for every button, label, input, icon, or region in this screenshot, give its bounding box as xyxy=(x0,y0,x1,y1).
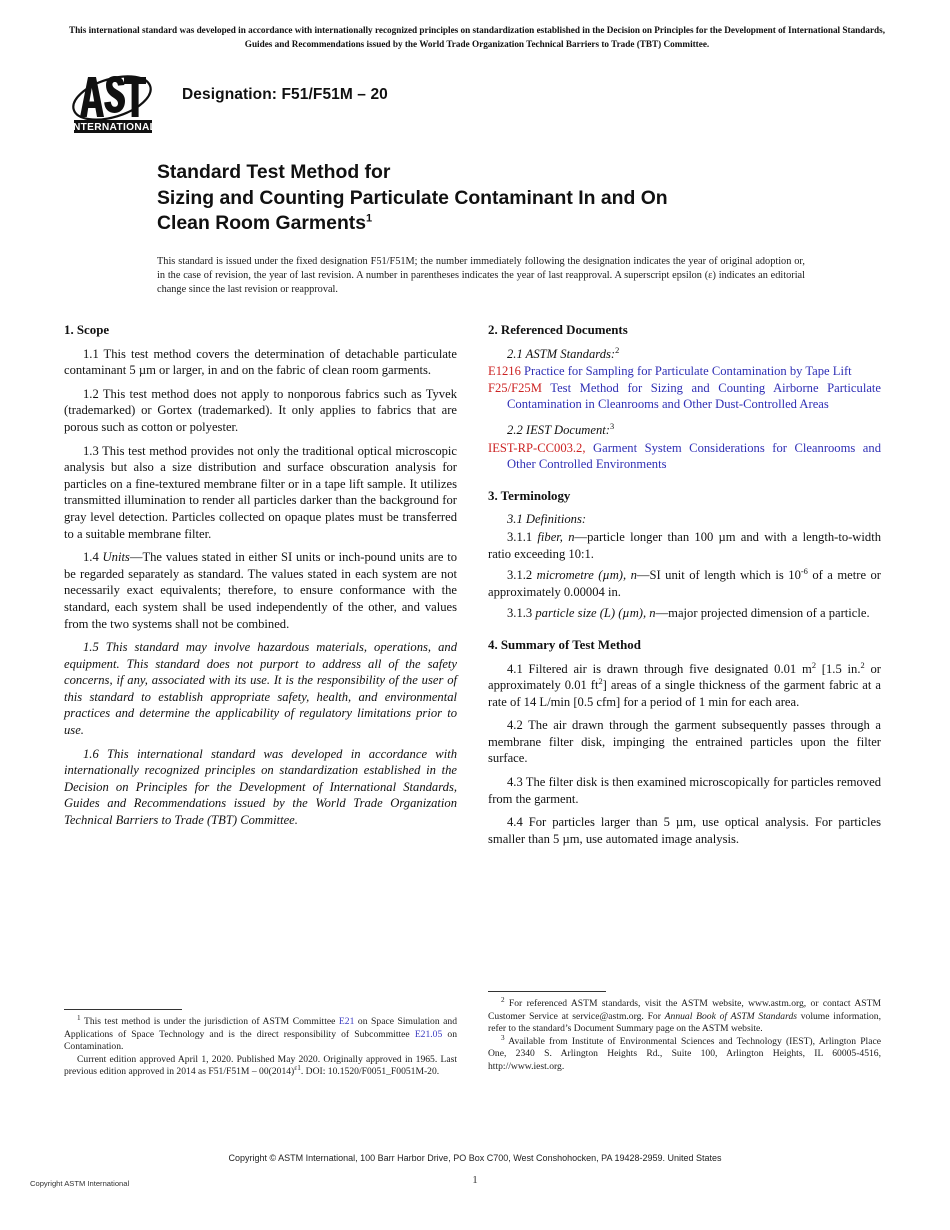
reference-title: Garment System Considerations for Cleanrooms and Other Controlled Environments xyxy=(507,440,881,472)
section-heading-terminology: 3. Terminology xyxy=(488,488,571,503)
title-footnote-marker: 1 xyxy=(366,212,373,225)
para-1-2: 1.2 This test method does not apply to nonporous fabrics such as Tyvek (trademarked) or Gortex (trademarked). It only applies to fabrics that are porous such as cotton or polyester. xyxy=(64,386,457,434)
footnote-2: $^2$ For referenced ASTM standards, visit the ASTM website, www.astm.org, or contact ASTM Customer Service at service@astm.org. For Annual Book of ASTM Standards volume information, refer to the standard’s Document Summary page on the ASTM website. xyxy=(488,995,881,1035)
issued-under-note: This standard is issued under the fixed designation F51/F51M; the number immediately following the designation indicates the year of original adoption or, in the case of revision, the year of last revision. A number in parentheses indicates the year of last reapproval. A superscript epsilon (ε) indicates an editorial change since the last revision or reapproval. xyxy=(157,256,805,296)
para-1-5: 1.5 This standard may involve hazardous materials, operations, and equipment. This standard does not purport to address all of the safety concerns, if any, associated with its use. It is the responsibility of the user of this standard to establish appropriate safety, health, and environmental practices and determine the applicability of regulatory limitations prior to use. xyxy=(64,640,457,738)
para-4-2: 4.2 The air drawn through the garment subsequently passes through a membrane filter disk, impinging the entrained particles upon the filter surface. xyxy=(488,718,881,766)
para-3-1-3: 3.1.3 particle size (L) (µm), n—major projected dimension of a particle. xyxy=(507,606,870,621)
logo-subtext: INTERNATIONAL xyxy=(70,122,156,134)
title-line-2: Sizing and Counting Particulate Contaminant In and On xyxy=(157,186,668,209)
footnote-current-edition: Current edition approved April 1, 2020. Published May 2020. Originally approved in 1965. Last previous edition approved in 2014 as $F51/F51M - 00(2014)^{\varepsilon 1}$. DOI: 10.1520/F0051_F0051M-20. xyxy=(64,1053,457,1078)
reference-link-iest-rp-cc003[interactable] xyxy=(488,440,881,473)
para-1-4: 1.4 Units—The values stated in either SI units or inch-pound units are to be regarded separately as standard. The values stated in each system are not necessarily exact equivalents; therefore, to ensure conformance with the standard, each system shall be used independently of the other, and values from the two systems shall not be combined. xyxy=(64,550,457,631)
section-heading-summary: 4. Summary of Test Method xyxy=(488,637,641,652)
right-column xyxy=(488,322,881,854)
reference-title: Practice for Sampling for Particulate Contamination by Tape Lift xyxy=(520,364,852,379)
subhead-definitions: 3.1 Definitions: xyxy=(507,512,587,527)
para-3-1-2: 3.1.2 micrometre (µm), n—SI unit of length which is $10^{-6}$ of a metre or approximately 0.00004 in. xyxy=(488,566,882,599)
footnote-link-e21-05[interactable]: E21.05 xyxy=(414,1028,443,1040)
title-line-3: Clean Room Garments$^1$ xyxy=(157,212,373,234)
para-1-1: 1.1 This test method covers the determination of detachable particulate contaminant 5 µm or larger, in and on the fabric of clean room garments. xyxy=(64,346,457,378)
section-heading-referenced-documents: 2. Referenced Documents xyxy=(488,323,628,337)
footnote-1: $^1$ This test method is under the jurisdiction of ASTM Committee E21 on Space Simulation and Applications of Space Technology and is the direct responsibility of Subcommittee E21.05 on Contamination. xyxy=(64,1013,458,1053)
copyright-watermark: Copyright ASTM International xyxy=(30,1179,130,1188)
reference-designation: IEST-RP-CC003.2, xyxy=(488,440,586,455)
para-4-1: 4.1 Filtered air is drawn through five designated 0.01 $m^2$ [1.5 in.$^2$ or approximately 0.01 $ft^2$] areas of a single thickness of the garment fabric at a rate of 14 L/min [0.5 cfm] for a period of 1 min for each area. xyxy=(488,660,882,709)
footnote-3: $^3$ Available from Institute of Environmental Sciences and Technology (IEST), Arlington Place One, 2340 S. Arlington Heights Rd., Suite 100, Arlington Heights, IL 60005-4516, http://www.iest.org. xyxy=(488,1033,881,1072)
footnote-link-e21[interactable]: E21 xyxy=(338,1016,355,1027)
reference-title: Test Method for Sizing and Counting Airborne Particulate Contamination in Cleanrooms and Other Dust-Controlled Areas xyxy=(507,380,881,412)
reference-link-f25-f25m[interactable] xyxy=(488,380,881,413)
reference-designation: F25/F25M xyxy=(488,380,542,395)
subhead-astm-standards: 2.1 ASTM Standards:$^2$ xyxy=(507,345,620,361)
designation-label: Designation: F51/F51M – 20 xyxy=(182,86,388,103)
reference-link-e1216[interactable] xyxy=(488,363,881,380)
footnote-rule-right xyxy=(488,991,606,992)
para-1-6: 1.6 This international standard was developed in accordance with internationally recognized principles on standardization established in the Decision on Principles for the Development of International Standards, Guides and Recommendations issued by the World Trade Organization Technical Barriers to Trade (TBT) Committee. xyxy=(64,746,457,828)
copyright-notice: Copyright © ASTM International, 100 Barr Harbor Drive, PO Box C700, West Conshohocken, PA 19428-2959. United States xyxy=(228,1153,722,1163)
page-number: 1 xyxy=(472,1174,478,1186)
left-column xyxy=(64,322,457,836)
reference-designation: E1216 xyxy=(488,364,521,379)
document-title xyxy=(157,160,857,237)
para-4-4: 4.4 For particles larger than 5 µm, use optical analysis. For particles smaller than 5 µm, use automated image analysis. xyxy=(488,815,881,846)
footnote-block-right xyxy=(488,995,881,1074)
para-4-3: 4.3 The filter disk is then examined microscopically for particles removed from the garment. xyxy=(488,775,881,806)
subhead-iest-document: 2.2 IEST Document:$^3$ xyxy=(507,421,615,437)
footnote-rule-left xyxy=(64,1009,182,1010)
title-line-1: Standard Test Method for xyxy=(157,161,391,183)
section-heading-scope: 1. Scope xyxy=(64,323,110,337)
tbt-notice: This international standard was developed in accordance with internationally recognized principles on standardization established in the Decision on Principles for the Development of International Standards, Guides and Recommendations issued by the World Trade Organization Technical Barriers to Trade (TBT) Committee. xyxy=(68,25,886,49)
para-3-1-1: 3.1.1 fiber, n—particle longer than 100 µm and with a length-to-width ratio exceeding 10:1. xyxy=(488,529,881,561)
astm-logo-icon xyxy=(70,68,156,140)
para-1-3: 1.3 This test method provides not only the traditional optical microscopic analysis but also a size distribution and surface obscuration analysis for particles on a fine-textured membrane filter or in a tape lift sample. It utilizes transmitted illumination to render all particles darker than the background for gray level detection. Particles collected on opaque plates must be transferred to a suitable membrane filter. xyxy=(64,443,457,541)
logo-and-designation xyxy=(70,68,388,140)
footnote-block-left xyxy=(64,1013,458,1079)
